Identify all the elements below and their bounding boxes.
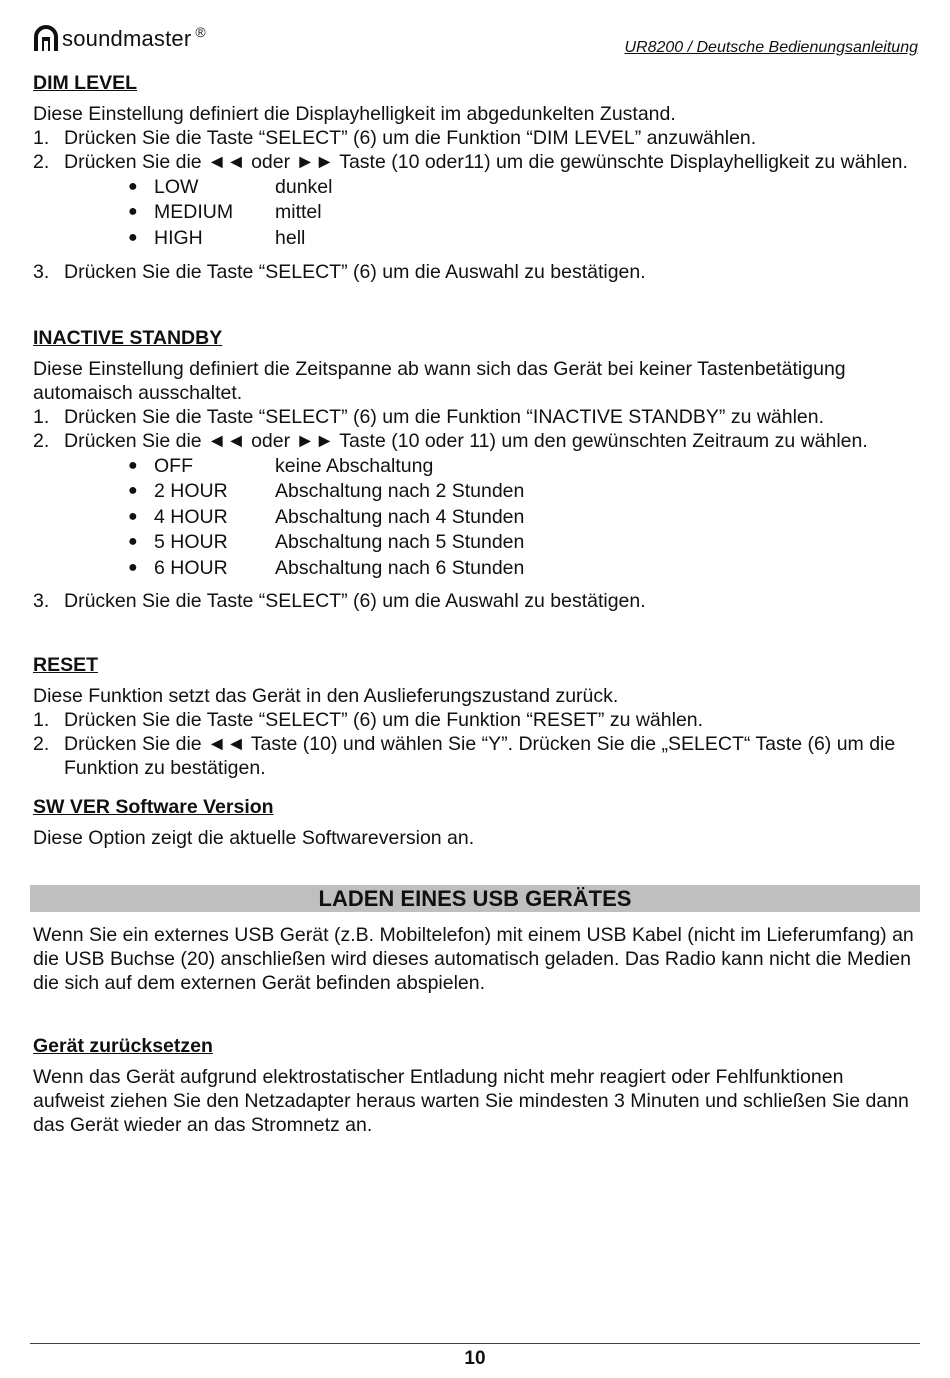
usb-text: Wenn Sie ein externes USB Gerät (z.B. Mobiltelefon) mit einem USB Kabel (nicht im Lieferumfang) an die USB Buchse (20) anschließen wird dieses automatisch geladen. Das Radio kann nicht die Medien die sich auf dem externen Gerät befinden abspielen. [33, 924, 914, 994]
inactive-standby-section [33, 326, 918, 613]
sw-ver-text: Diese Option zeigt die aktuelle Softwareversion an. [33, 827, 475, 849]
option-key: 5 HOUR [154, 531, 228, 554]
reset-section [33, 653, 918, 780]
list-item [33, 453, 918, 479]
option-value: dunkel [275, 175, 333, 198]
step-number: 1. [33, 127, 50, 149]
step-number: 1. [33, 709, 50, 731]
option-value: Abschaltung nach 2 Stunden [275, 480, 525, 503]
option-value: Abschaltung nach 4 Stunden [275, 505, 525, 528]
sw-ver-section [33, 795, 918, 850]
step-text: Drücken Sie die Taste “SELECT” (6) um die Auswahl zu bestätigen. [64, 589, 646, 612]
reset-intro: Diese Funktion setzt das Gerät in den Auslieferungszustand zurück. [33, 685, 619, 707]
option-value: keine Abschaltung [275, 454, 434, 477]
option-key: MEDIUM [154, 201, 234, 224]
list-item [33, 555, 918, 581]
step-number: 3. [33, 260, 50, 283]
list-item [33, 200, 918, 226]
usb-section [33, 923, 918, 995]
list-item [33, 429, 918, 453]
list-item [33, 732, 918, 780]
inactive-standby-options [33, 453, 918, 581]
option-key: HIGH [154, 226, 203, 249]
list-item [33, 225, 918, 251]
step-number: 2. [33, 733, 50, 755]
list-item [33, 589, 918, 613]
bullet-icon: ● [128, 203, 138, 221]
inactive-standby-heading: INACTIVE STANDBY [33, 327, 223, 349]
step-text: Drücken Sie die Taste “SELECT” (6) um die Funktion “RESET” zu wählen. [64, 709, 704, 731]
option-key: LOW [154, 175, 199, 198]
option-key: OFF [154, 454, 193, 477]
option-value: hell [275, 226, 306, 249]
option-key: 6 HOUR [154, 556, 228, 579]
step-number: 3. [33, 589, 50, 612]
step-number: 2. [33, 151, 50, 173]
document-reference: UR8200 / Deutsche Bedienungsanleitung [624, 39, 918, 56]
option-key: 4 HOUR [154, 505, 228, 528]
list-item [33, 504, 918, 530]
dim-level-options [33, 174, 918, 251]
bullet-icon: ● [128, 456, 138, 474]
bullet-icon: ● [128, 507, 138, 525]
step-number: 1. [33, 406, 50, 428]
list-item [33, 260, 918, 284]
step-text: Drücken Sie die ◄◄ Taste (10) und wählen Sie “Y”. Drücken Sie die „SELECT“ Taste (6) um die Funktion zu bestätigen. [64, 733, 896, 779]
inactive-standby-intro: Diese Einstellung definiert die Zeitspanne ab wann sich das Gerät bei keiner Tastenbetätigung automaisch ausschaltet. [33, 358, 846, 404]
list-item [33, 150, 918, 174]
option-key: 2 HOUR [154, 480, 228, 503]
list-item [33, 708, 918, 732]
step-text: Drücken Sie die ◄◄ oder ►► Taste (10 oder11) um die gewünschte Displayhelligkeit zu wählen. [64, 151, 908, 173]
dim-level-section [33, 71, 918, 284]
bullet-icon: ● [128, 482, 138, 500]
list-item [33, 479, 918, 505]
page-number: 10 [464, 1348, 486, 1369]
dim-level-heading: DIM LEVEL [33, 72, 138, 94]
step-number: 2. [33, 430, 50, 452]
list-item [33, 126, 918, 150]
bullet-icon: ● [128, 533, 138, 551]
step-text: Drücken Sie die Taste “SELECT” (6) um die Funktion “DIM LEVEL” anzuwählen. [64, 127, 757, 149]
list-item [33, 405, 918, 429]
reset-heading: RESET [33, 654, 99, 676]
option-value: Abschaltung nach 5 Stunden [275, 531, 525, 554]
registered-mark: ® [195, 24, 206, 40]
dim-level-intro: Diese Einstellung definiert die Displayhelligkeit im abgedunkelten Zustand. [33, 103, 676, 125]
step-text: Drücken Sie die Taste “SELECT” (6) um die Funktion “INACTIVE STANDBY” zu wählen. [64, 406, 825, 428]
device-reset-section [33, 1034, 918, 1137]
list-item [33, 174, 918, 200]
bullet-icon: ● [128, 558, 138, 576]
brand-logo [33, 24, 206, 54]
step-text: Drücken Sie die ◄◄ oder ►► Taste (10 oder 11) um den gewünschten Zeitraum zu wählen. [64, 430, 868, 452]
footer-divider [30, 1343, 920, 1344]
usb-section-banner: LADEN EINES USB GERÄTES [30, 885, 920, 912]
option-value: mittel [275, 201, 322, 224]
soundmaster-logo-icon [33, 25, 59, 53]
device-reset-heading: Gerät zurücksetzen [33, 1035, 213, 1057]
bullet-icon: ● [128, 177, 138, 195]
option-value: Abschaltung nach 6 Stunden [275, 556, 525, 579]
step-text: Drücken Sie die Taste “SELECT” (6) um die Auswahl zu bestätigen. [64, 260, 646, 283]
sw-ver-heading: SW VER Software Version [33, 796, 274, 818]
list-item [33, 530, 918, 556]
brand-name: soundmaster [62, 26, 192, 51]
bullet-icon: ● [128, 228, 138, 246]
device-reset-text: Wenn das Gerät aufgrund elektrostatischer Entladung nicht mehr reagiert oder Fehlfunktionen aufweist ziehen Sie den Netzadapter heraus warten Sie mindesten 3 Minuten und schließen Sie dann das Gerät wieder an das Stromnetz an. [33, 1066, 909, 1136]
